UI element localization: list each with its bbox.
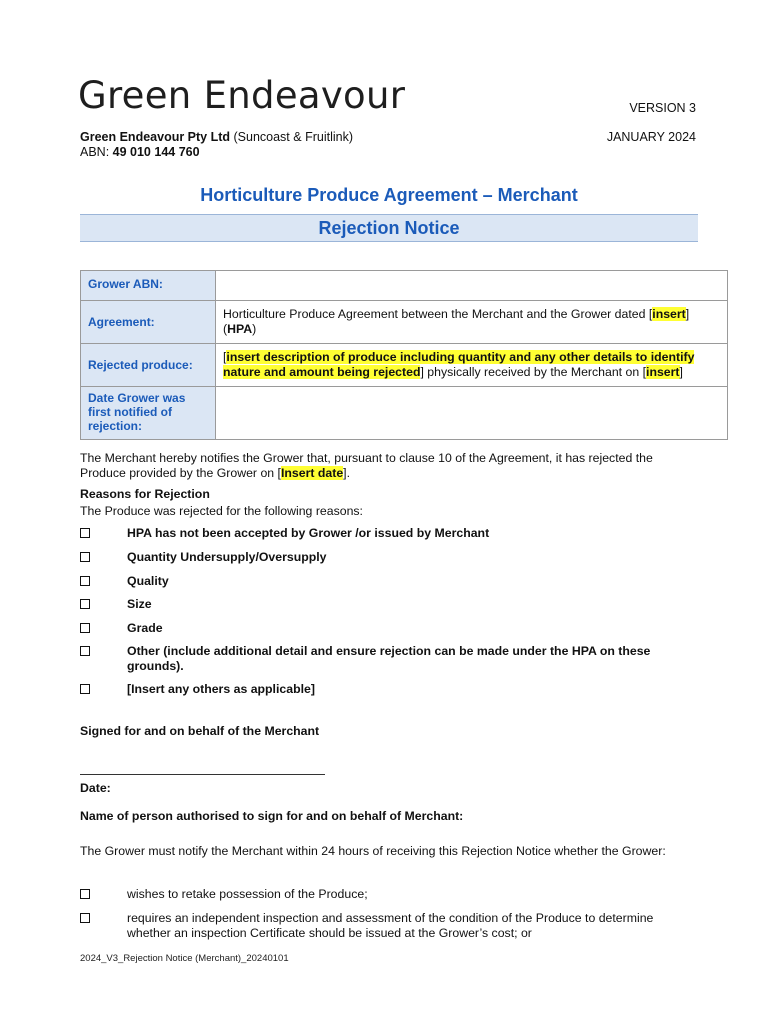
table-row: [81, 387, 728, 440]
checkbox[interactable]: [80, 599, 90, 609]
abn-value: 49 010 144 760: [112, 145, 200, 159]
checkbox[interactable]: [80, 576, 90, 586]
grower-notify-paragraph: The Grower must notify the Merchant within 24 hours of receiving this Rejection Notice whether the Grower:: [80, 844, 666, 858]
company-details: [80, 130, 353, 160]
notice-text: The Merchant hereby notifies the Grower that, pursuant to clause 10 of the Agreement, it has rejected the Produce provided by the Grower on [: [80, 451, 653, 480]
rejected-text: [: [223, 350, 227, 364]
rejected-insert-description: insert description of produce including quantity and any other details to identify nature and amount being rejected: [223, 350, 695, 379]
option-label: requires an independent inspection and assessment of the condition of the Produce to determine whether an inspection Certificate should be issued at the Grower’s cost; or: [127, 911, 654, 940]
agreement-text: Horticulture Produce Agreement between the Merchant and the Grower dated [: [223, 307, 653, 321]
company-name: Green Endeavour Pty Ltd: [80, 130, 231, 144]
reason-item: [80, 621, 698, 636]
checkbox[interactable]: [80, 528, 90, 538]
table-row: [81, 301, 728, 344]
rejected-text: ]: [679, 365, 683, 379]
rejected-text: ] physically received by the Merchant on [: [420, 365, 647, 379]
notice-paragraph: [80, 451, 698, 481]
agreement-text: ] (: [223, 307, 690, 336]
checkbox[interactable]: [80, 646, 90, 656]
reason-item: [80, 550, 698, 565]
grower-abn-label: Grower ABN:: [81, 271, 216, 301]
rejected-produce-value[interactable]: [216, 344, 728, 387]
reason-label: HPA has not been accepted by Grower /or issued by Merchant: [127, 526, 490, 540]
checkbox[interactable]: [80, 913, 90, 923]
table-row: [81, 344, 728, 387]
checkbox[interactable]: [80, 623, 90, 633]
signed-heading: Signed for and on behalf of the Merchant: [80, 724, 320, 738]
reason-label: Quality: [127, 574, 169, 588]
grower-abn-value[interactable]: [216, 271, 728, 301]
agreement-value[interactable]: [216, 301, 728, 344]
reasons-intro: The Produce was rejected for the following reasons:: [80, 504, 363, 518]
reason-label: Grade: [127, 621, 163, 635]
reason-label: [Insert any others as applicable]: [127, 682, 315, 696]
document-date: JANUARY 2024: [606, 130, 696, 144]
footer-filename: 2024_V3_Rejection Notice (Merchant)_20240101: [80, 953, 289, 964]
company-logo: Green Endeavour: [78, 74, 406, 117]
signature-line[interactable]: [80, 774, 325, 775]
reason-item: [80, 574, 698, 589]
date-notified-label: Date Grower was first notified of rejection:: [81, 387, 216, 440]
rejected-produce-label: Rejected produce:: [81, 344, 216, 387]
reason-label: Size: [127, 597, 152, 611]
agreement-insert-date: insert: [652, 307, 686, 321]
reasons-heading: Reasons for Rejection: [80, 487, 210, 501]
details-table: [80, 270, 728, 440]
reason-label: Quantity Undersupply/Oversupply: [127, 550, 327, 564]
agreement-hpa: HPA: [227, 322, 253, 336]
option-label: wishes to retake possession of the Produce;: [127, 887, 368, 901]
notice-text: ].: [343, 466, 350, 480]
authorised-name-heading: Name of person authorised to sign for and on behalf of Merchant:: [80, 809, 464, 823]
notice-insert-date: Insert date: [280, 466, 344, 480]
option-item: [80, 911, 698, 941]
table-row: [81, 271, 728, 301]
reason-label: Other (include additional detail and ensure rejection can be made under the HPA on these grounds).: [127, 644, 651, 673]
checkbox[interactable]: [80, 684, 90, 694]
document-subtitle: Rejection Notice: [80, 214, 698, 242]
checkbox[interactable]: [80, 552, 90, 562]
date-label: Date:: [80, 781, 111, 795]
reason-item: [80, 597, 698, 612]
date-notified-value[interactable]: [216, 387, 728, 440]
agreement-label: Agreement:: [81, 301, 216, 344]
agreement-text: ): [252, 322, 257, 336]
reason-item: [80, 682, 698, 697]
checkbox[interactable]: [80, 889, 90, 899]
company-suffix: (Suncoast & Fruitlink): [230, 130, 353, 144]
reason-item: [80, 644, 698, 674]
rejected-insert-date: insert: [646, 365, 680, 379]
document-title: Horticulture Produce Agreement – Merchant: [200, 185, 578, 205]
version-label: VERSION 3: [629, 101, 696, 115]
abn-label: ABN:: [80, 145, 113, 159]
reason-item: [80, 526, 698, 541]
option-item: [80, 887, 698, 902]
